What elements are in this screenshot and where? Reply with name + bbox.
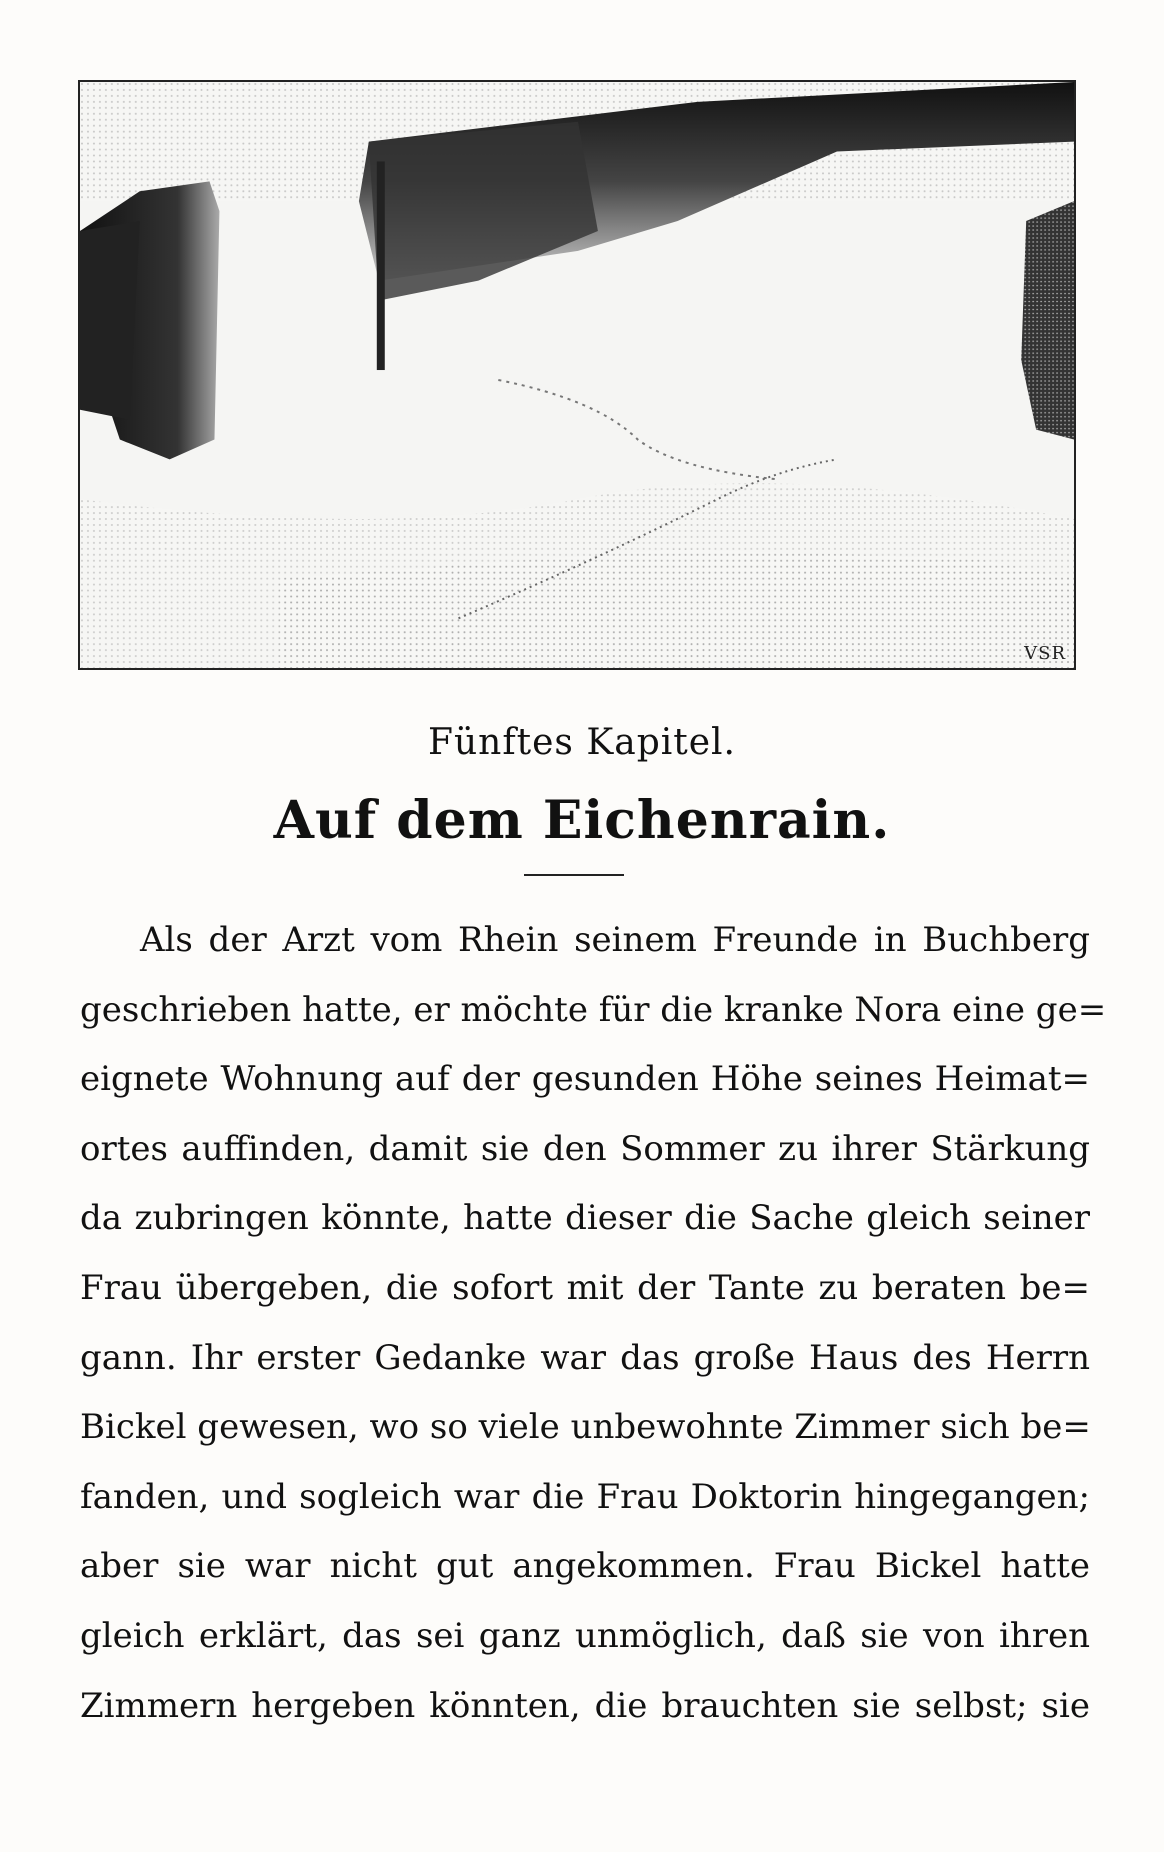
chapter-title: Auf dem Eichenrain. xyxy=(273,790,891,851)
text-line: gann. Ihr erster Gedanke war das große Haus des Herrn xyxy=(80,1337,1090,1378)
text-line: geschrieben hatte, er möchte für die kranke Nora eine ge= xyxy=(80,989,1107,1030)
chapter-illustration xyxy=(78,80,1076,670)
text-line: eignete Wohnung auf der gesunden Höhe seines Heimat= xyxy=(80,1059,1090,1100)
engraver-signature: VSR xyxy=(1024,643,1066,664)
text-line: Frau übergeben, die sofort mit der Tante zu beraten be= xyxy=(80,1267,1090,1308)
title-divider xyxy=(524,874,624,876)
text-line: Zimmern hergeben könnten, die brauchten sie selbst; sie xyxy=(80,1685,1090,1726)
text-line: da zubringen könnte, hatte dieser die Sache gleich seiner xyxy=(80,1198,1090,1239)
text-line: ortes auffinden, damit sie den Sommer zu ihrer Stärkung xyxy=(80,1128,1090,1169)
text-line: fanden, und sogleich war die Frau Doktorin hingegangen; xyxy=(80,1476,1090,1517)
text-line: Bickel gewesen, wo so viele unbewohnte Zimmer sich be= xyxy=(80,1407,1091,1448)
text-line: Als der Arzt vom Rhein seinem Freunde in Buchberg xyxy=(140,920,1090,960)
chapter-body xyxy=(80,906,1107,1741)
text-line: aber sie war nicht gut angekommen. Frau Bickel hatte xyxy=(80,1546,1090,1587)
text-line: gleich erklärt, das sei ganz unmöglich, daß sie von ihren xyxy=(80,1615,1090,1656)
snow-landscape-engraving xyxy=(80,82,1074,668)
chapter-number: Fünftes Kapitel. xyxy=(427,722,736,763)
